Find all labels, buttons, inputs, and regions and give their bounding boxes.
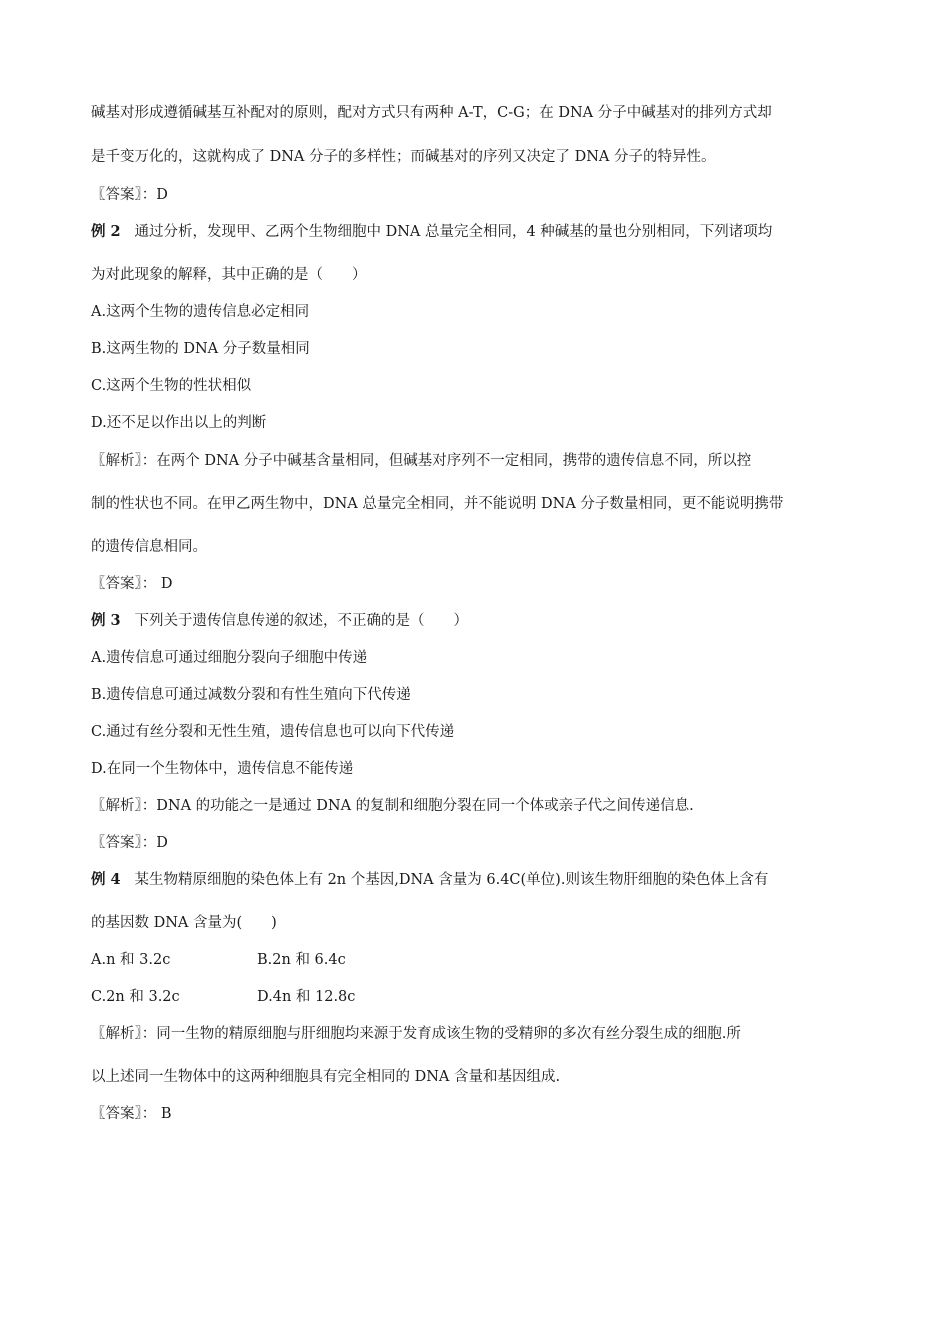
- analysis-text: 制的性状也不同。在甲乙两生物中，DNA 总量完全相同，并不能说明 DNA 分子数量相同，更不能说明携带: [91, 496, 784, 512]
- analysis-text: 〖解析〗：在两个 DNA 分子中碱基含量相同，但碱基对序列不一定相同，携带的遗传信息不同，所以控: [91, 453, 752, 469]
- analysis-text: 〖解析〗：同一生物的精原细胞与肝细胞均来源于发育成该生物的受精卵的多次有丝分裂生成的细胞.所: [91, 1026, 741, 1042]
- option-a: A.遗传信息可通过细胞分裂向子细胞中传递: [91, 650, 368, 666]
- answer-text: 〖答案〗： B: [91, 1106, 172, 1122]
- option-d: D.还不足以作出以上的判断: [91, 415, 267, 431]
- question-text: 下列关于遗传信息传递的叙述，不正确的是（ ）: [134, 613, 468, 629]
- option-d: D.4n 和 12.8c: [257, 989, 356, 1005]
- example-2-question: [91, 222, 772, 242]
- question-text: 通过分析，发现甲、乙两个生物细胞中 DNA 总量完全相同，4 种碱基的量也分别相同，下列诸项均: [134, 224, 773, 240]
- intro-paragraph-line: 碱基对形成遵循碱基互补配对的原则，配对方式只有两种 A-T，C-G；在 DNA 分子中碱基对的排列方式却: [91, 105, 772, 121]
- answer-text: 〖答案〗：D: [91, 835, 168, 851]
- question-text: 某生物精原细胞的染色体上有 2n 个基因,DNA 含量为 6.4C(单位).则该生物肝细胞的染色体上含有: [134, 872, 769, 888]
- option-b: B.2n 和 6.4c: [257, 952, 346, 968]
- option-c: C.这两个生物的性状相似: [91, 378, 252, 394]
- option-c: C.2n 和 3.2c: [91, 989, 180, 1005]
- example-2-label: 例 2: [91, 223, 121, 240]
- example-3-label: 例 3: [91, 612, 121, 629]
- analysis-text: 以上述同一生物体中的这两种细胞具有完全相同的 DNA 含量和基因组成.: [91, 1069, 561, 1085]
- intro-paragraph-line: 是千变万化的，这就构成了 DNA 分子的多样性；而碱基对的序列又决定了 DNA 分子的特异性。: [91, 149, 716, 165]
- example-3-question: [91, 611, 468, 631]
- option-d: D.在同一个生物体中，遗传信息不能传递: [91, 761, 354, 777]
- question-text: 的基因数 DNA 含量为( ): [91, 915, 277, 931]
- example-4-label: 例 4: [91, 871, 121, 888]
- answer-text: 〖答案〗：D: [91, 187, 168, 203]
- option-b: B.遗传信息可通过减数分裂和有性生殖向下代传递: [91, 687, 411, 703]
- option-c: C.通过有丝分裂和无性生殖，遗传信息也可以向下代传递: [91, 724, 455, 740]
- analysis-text: 的遗传信息相同。: [91, 539, 207, 555]
- answer-text: 〖答案〗： D: [91, 576, 173, 592]
- analysis-text: 〖解析〗：DNA 的功能之一是通过 DNA 的复制和细胞分裂在同一个体或亲子代之间传递信息.: [91, 798, 694, 814]
- example-4-question: [91, 870, 768, 890]
- option-b: B.这两生物的 DNA 分子数量相同: [91, 341, 310, 357]
- option-a: A.这两个生物的遗传信息必定相同: [91, 304, 310, 320]
- question-text: 为对此现象的解释，其中正确的是（ ）: [91, 267, 367, 283]
- option-a: A.n 和 3.2c: [91, 952, 171, 968]
